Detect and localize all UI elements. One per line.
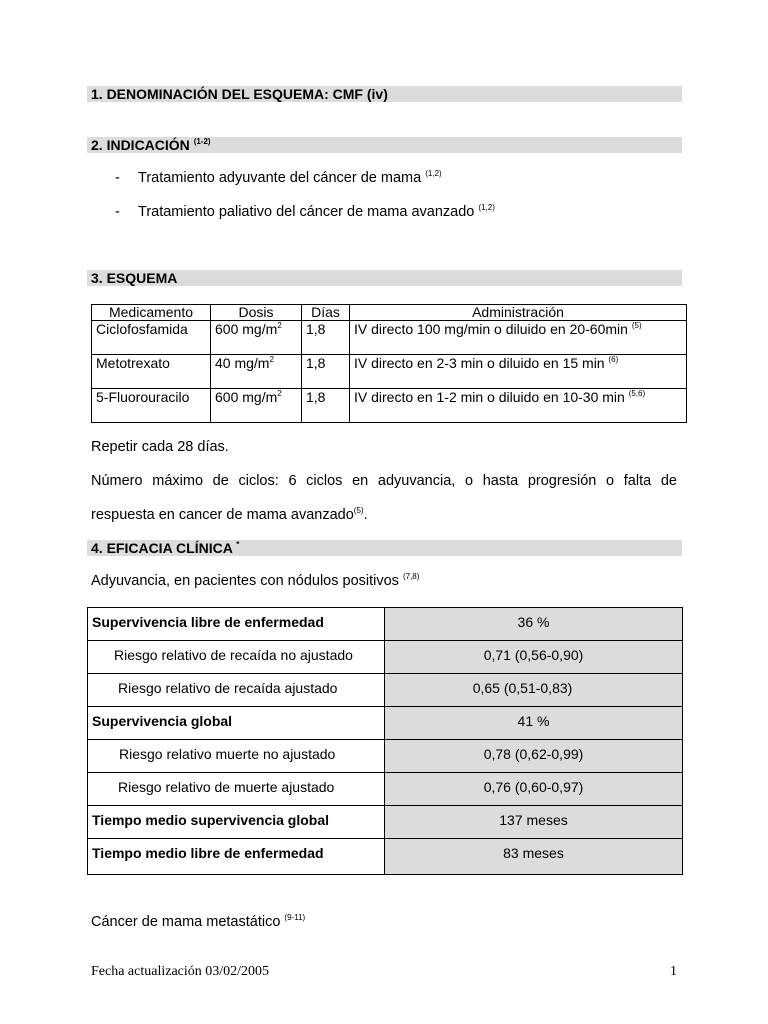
indicacion-text: Tratamiento adyuvante del cáncer de mama [138,170,422,186]
page-number: 1 [670,964,677,979]
section-1-title: 1. DENOMINACIÓN DEL ESQUEMA: CMF (iv) [91,86,388,102]
eficacia-row [88,641,683,674]
section-2-heading [87,137,682,153]
eficacia-row [88,608,683,641]
eficacia-value: 0,76 (0,60-0,97) [385,773,683,806]
eficacia-row [88,707,683,740]
adyuvancia-text [91,572,419,590]
cell-dosis [211,355,302,389]
eficacia-row [88,839,683,875]
metastatico-ref: (9-11) [284,913,306,922]
eficacia-value: 41 % [385,707,683,740]
eficacia-value: 0,71 (0,56-0,90) [385,641,683,674]
dosis-value: 600 mg/m [215,389,278,405]
dosis-exponent: 2 [269,355,274,364]
col-header-dias: Días [302,305,350,321]
max-ciclos-line-1: Número máximo de ciclos: 6 ciclos en adyuvancia, o hasta progresión o falta de [91,473,677,489]
eficacia-value: 137 meses [385,806,683,839]
cell-dias: 1,8 [302,321,350,355]
section-1-heading [87,86,682,102]
col-header-dosis: Dosis [211,305,302,321]
section-2-title: 2. INDICACIÓN [91,137,190,153]
section-4-heading [87,540,682,556]
eficacia-value: 0,65 (0,51-0,83) [385,674,683,707]
cell-dosis [211,321,302,355]
max-ciclos-text: respuesta en cancer de mama avanzado [91,507,354,523]
footer-date: Fecha actualización 03/02/2005 [91,964,270,979]
admin-ref: (5) [631,321,642,330]
metastatico-label: Cáncer de mama metastático [91,914,281,930]
esquema-row [92,355,687,389]
cell-medicamento: Ciclofosfamida [92,321,211,355]
dosis-value: 40 mg/m [215,355,270,371]
dosis-value: 600 mg/m [215,321,278,337]
indicacion-item-1 [115,170,442,186]
metastatico-text [91,913,305,931]
eficacia-value: 0,78 (0,62-0,99) [385,740,683,773]
indicacion-text: Tratamiento paliativo del cáncer de mama avanzado [138,204,475,220]
eficacia-row [88,773,683,806]
esquema-row [92,321,687,355]
cell-medicamento: Metotrexato [92,355,211,389]
col-header-medicamento: Medicamento [92,305,211,321]
eficacia-label: Tiempo medio libre de enfermedad [88,839,385,875]
max-ciclos-line-2 [91,506,368,524]
eficacia-row [88,674,683,707]
cell-dias: 1,8 [302,389,350,423]
eficacia-label: Riesgo relativo de muerte ajustado [88,773,385,806]
dosis-exponent: 2 [277,321,282,330]
eficacia-label: Tiempo medio supervivencia global [88,806,385,839]
eficacia-row [88,740,683,773]
eficacia-label: Riesgo relativo muerte no ajustado [88,740,385,773]
adyuvancia-ref: (7,8) [402,572,420,581]
section-4-title: 4. EFICACIA CLÍNICA [91,540,233,556]
cell-administracion [350,389,687,423]
admin-ref: (5,6) [628,389,646,398]
section-3-heading [87,270,682,286]
section-2-ref: (1-2) [193,137,211,146]
cell-dias: 1,8 [302,355,350,389]
eficacia-label: Supervivencia global [88,707,385,740]
max-ciclos-ref: (5) [353,506,364,515]
esquema-header-row [92,305,687,321]
cell-administracion [350,355,687,389]
esquema-row [92,389,687,423]
indicacion-item-2 [115,204,495,220]
eficacia-value: 36 % [385,608,683,641]
repetir-text: Repetir cada 28 días. [91,439,229,455]
section-4-mark: * [236,540,240,549]
eficacia-value: 83 meses [385,839,683,875]
cell-dosis [211,389,302,423]
eficacia-label: Riesgo relativo de recaída no ajustado [88,641,385,674]
admin-text: IV directo 100 mg/min o diluido en 20-60min [354,321,628,337]
col-header-administracion: Administración [350,305,687,321]
cell-medicamento: 5-Fluorouracilo [92,389,211,423]
eficacia-table [87,607,683,875]
indicacion-ref: (1,2) [425,169,442,178]
eficacia-row [88,806,683,839]
cell-administracion [350,321,687,355]
section-3-title: 3. ESQUEMA [91,270,178,286]
bullet-dash: - [115,204,120,220]
admin-text: IV directo en 1-2 min o diluido en 10-30 min [354,389,625,405]
admin-text: IV directo en 2-3 min o diluido en 15 min [354,355,605,371]
max-ciclos-period: . [363,507,368,523]
admin-ref: (6) [608,355,619,364]
dosis-exponent: 2 [277,389,282,398]
indicacion-ref: (1,2) [478,203,495,212]
adyuvancia-label: Adyuvancia, en pacientes con nódulos positivos [91,573,399,589]
eficacia-label: Riesgo relativo de recaída ajustado [88,674,385,707]
bullet-dash: - [115,170,120,186]
eficacia-label: Supervivencia libre de enfermedad [88,608,385,641]
esquema-table [91,304,687,423]
